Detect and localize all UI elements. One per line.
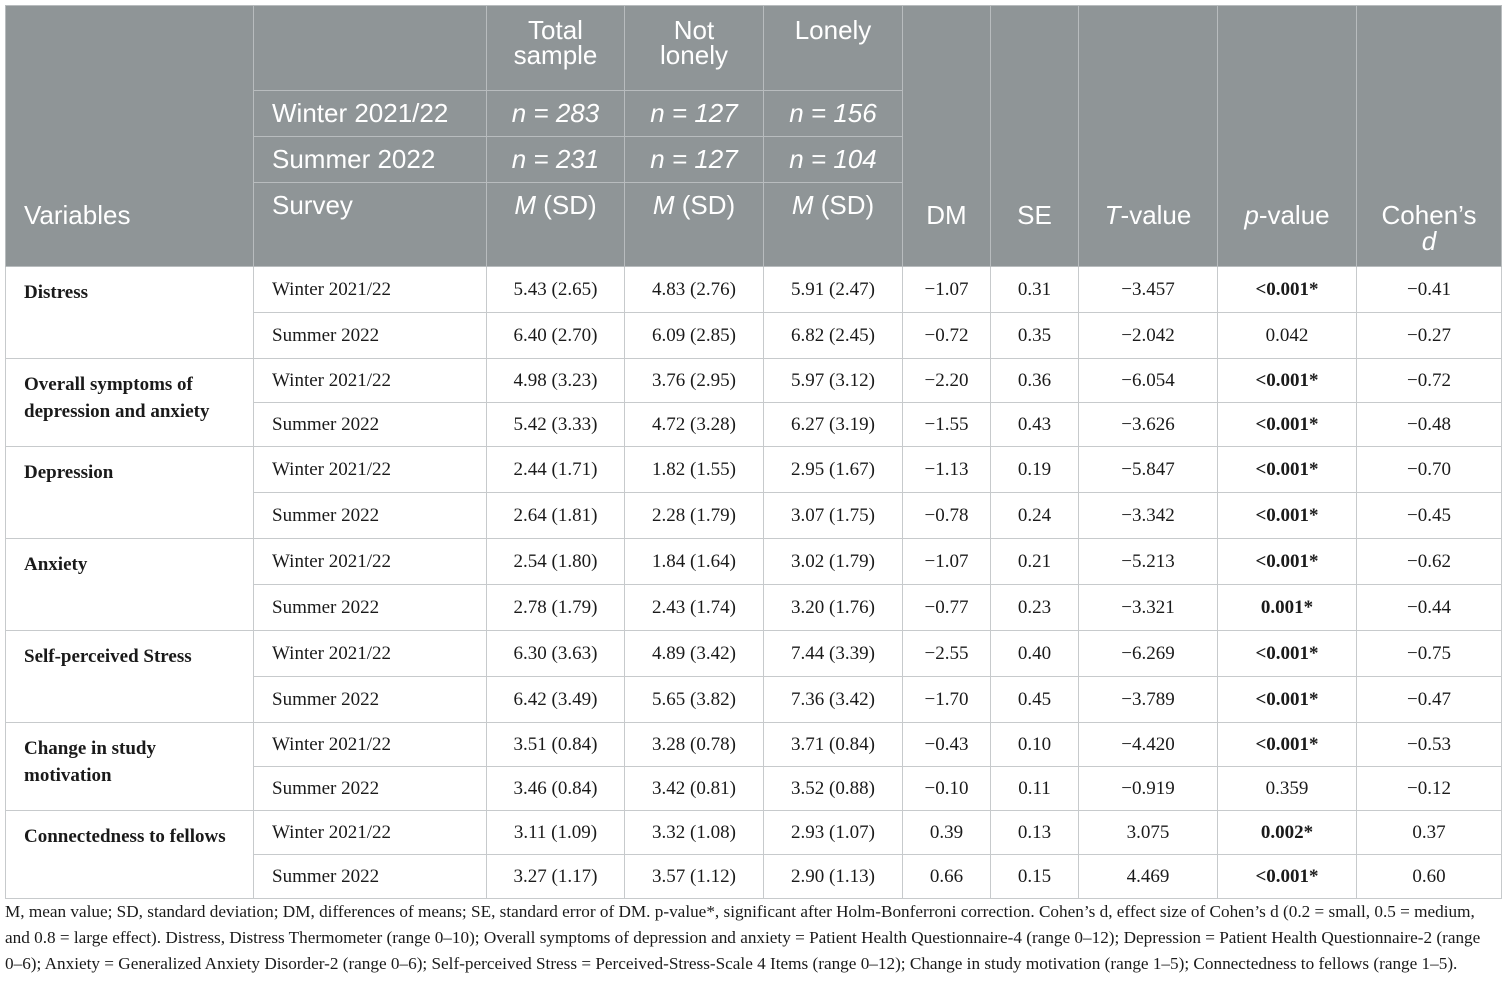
variable-name: Connectedness to fellows <box>6 811 254 899</box>
table-row <box>6 723 1502 767</box>
not-lonely-cell: 3.42 (0.81) <box>625 767 764 811</box>
lonely-cell: 2.93 (1.07) <box>764 811 903 855</box>
variable-name: Change in study motivation <box>6 723 254 811</box>
p-value-cell: <0.001* <box>1218 493 1357 539</box>
survey-cell: Summer 2022 <box>254 677 487 723</box>
header-cohens-d: Cohen’s d <box>1357 6 1502 267</box>
dm-cell: −1.55 <box>903 403 991 447</box>
not-lonely-cell: 1.82 (1.55) <box>625 447 764 493</box>
dm-cell: −0.78 <box>903 493 991 539</box>
t-value-cell: −0.919 <box>1079 767 1218 811</box>
t-value-cell: −3.789 <box>1079 677 1218 723</box>
total-cell: 6.40 (2.70) <box>487 313 625 359</box>
header-p-value: p-value <box>1218 6 1357 267</box>
cohens-d-cell: −0.62 <box>1357 539 1502 585</box>
survey-cell: Winter 2021/22 <box>254 267 487 313</box>
t-value-cell: −5.213 <box>1079 539 1218 585</box>
not-lonely-cell: 4.72 (3.28) <box>625 403 764 447</box>
total-cell: 5.43 (2.65) <box>487 267 625 313</box>
variable-name: Anxiety <box>6 539 254 631</box>
dm-cell: −0.43 <box>903 723 991 767</box>
total-cell: 5.42 (3.33) <box>487 403 625 447</box>
cohens-d-cell: −0.27 <box>1357 313 1502 359</box>
survey-cell: Summer 2022 <box>254 493 487 539</box>
t-value-cell: 3.075 <box>1079 811 1218 855</box>
dm-cell: −0.72 <box>903 313 991 359</box>
total-cell: 2.64 (1.81) <box>487 493 625 539</box>
not-lonely-cell: 3.76 (2.95) <box>625 359 764 403</box>
se-cell: 0.36 <box>991 359 1079 403</box>
lonely-cell: 3.52 (0.88) <box>764 767 903 811</box>
t-value-cell: −3.342 <box>1079 493 1218 539</box>
header-summer-label: Summer 2022 <box>254 137 487 183</box>
lonely-cell: 2.90 (1.13) <box>764 855 903 899</box>
t-value-cell: −3.457 <box>1079 267 1218 313</box>
lonely-cell: 2.95 (1.67) <box>764 447 903 493</box>
not-lonely-cell: 2.28 (1.79) <box>625 493 764 539</box>
se-cell: 0.15 <box>991 855 1079 899</box>
cohens-d-cell: −0.53 <box>1357 723 1502 767</box>
header-msd-lonely: M (SD) <box>764 183 903 267</box>
survey-cell: Summer 2022 <box>254 767 487 811</box>
total-cell: 2.54 (1.80) <box>487 539 625 585</box>
dm-cell: −2.20 <box>903 359 991 403</box>
header-dm: DM <box>903 6 991 267</box>
header-survey: Survey <box>254 183 487 267</box>
se-cell: 0.19 <box>991 447 1079 493</box>
se-cell: 0.10 <box>991 723 1079 767</box>
survey-cell: Summer 2022 <box>254 313 487 359</box>
header-winter-n-lonely: n = 156 <box>764 91 903 137</box>
not-lonely-cell: 4.83 (2.76) <box>625 267 764 313</box>
t-value-cell: −3.321 <box>1079 585 1218 631</box>
lonely-cell: 5.91 (2.47) <box>764 267 903 313</box>
t-value-cell: −4.420 <box>1079 723 1218 767</box>
header-blank <box>254 6 487 91</box>
not-lonely-cell: 5.65 (3.82) <box>625 677 764 723</box>
total-cell: 3.11 (1.09) <box>487 811 625 855</box>
table-footnote: M, mean value; SD, standard deviation; DM, differences of means; SE, standard error of DM. p-value*, significant after Holm-Bonferroni correction. Cohen’s d, effect size of Cohen’s d (0.2 = small, 0.5 = medium, and 0.8 = large effect). Distress, Distress Thermometer (range 0–10); Overall symptoms of depression and anxiety = Patient Health Questionnaire-4 (range 0–12); Depression = Patient Health Questionnaire-2 (range 0–6); Anxiety = Generalized Anxiety Disorder-2 (range 0–6); Self-perceived Stress = Perceived-Stress-Scale 4 Items (range 0–12); Change in study motivation (range 1–5); Connectedness to fellows (range 1–5). <box>5 902 1481 973</box>
cohens-d-cell: −0.75 <box>1357 631 1502 677</box>
total-cell: 3.27 (1.17) <box>487 855 625 899</box>
not-lonely-cell: 2.43 (1.74) <box>625 585 764 631</box>
dm-cell: −2.55 <box>903 631 991 677</box>
lonely-cell: 5.97 (3.12) <box>764 359 903 403</box>
se-cell: 0.43 <box>991 403 1079 447</box>
not-lonely-cell: 6.09 (2.85) <box>625 313 764 359</box>
header-summer-n-not-lonely: n = 127 <box>625 137 764 183</box>
cohens-d-cell: −0.41 <box>1357 267 1502 313</box>
lonely-cell: 3.02 (1.79) <box>764 539 903 585</box>
se-cell: 0.45 <box>991 677 1079 723</box>
se-cell: 0.13 <box>991 811 1079 855</box>
p-value-cell: <0.001* <box>1218 447 1357 493</box>
dm-cell: 0.66 <box>903 855 991 899</box>
p-value-cell: <0.001* <box>1218 267 1357 313</box>
p-value-cell: <0.001* <box>1218 539 1357 585</box>
header-summer-n-total: n = 231 <box>487 137 625 183</box>
total-cell: 4.98 (3.23) <box>487 359 625 403</box>
cohens-d-cell: −0.70 <box>1357 447 1502 493</box>
p-value-cell: <0.001* <box>1218 855 1357 899</box>
lonely-cell: 3.71 (0.84) <box>764 723 903 767</box>
t-value-cell: −2.042 <box>1079 313 1218 359</box>
header-msd-not-lonely: M (SD) <box>625 183 764 267</box>
t-value-cell: 4.469 <box>1079 855 1218 899</box>
lonely-cell: 6.27 (3.19) <box>764 403 903 447</box>
header-winter-n-not-lonely: n = 127 <box>625 91 764 137</box>
lonely-cell: 6.82 (2.45) <box>764 313 903 359</box>
table-row <box>6 267 1502 313</box>
total-cell: 6.42 (3.49) <box>487 677 625 723</box>
survey-cell: Winter 2021/22 <box>254 631 487 677</box>
variable-name: Depression <box>6 447 254 539</box>
dm-cell: −1.07 <box>903 267 991 313</box>
header-se: SE <box>991 6 1079 267</box>
cohens-d-cell: 0.37 <box>1357 811 1502 855</box>
se-cell: 0.35 <box>991 313 1079 359</box>
header-winter-label: Winter 2021/22 <box>254 91 487 137</box>
lonely-cell: 3.20 (1.76) <box>764 585 903 631</box>
dm-cell: −0.77 <box>903 585 991 631</box>
dm-cell: −1.13 <box>903 447 991 493</box>
dm-cell: −1.07 <box>903 539 991 585</box>
survey-cell: Winter 2021/22 <box>254 447 487 493</box>
t-value-cell: −3.626 <box>1079 403 1218 447</box>
table-row <box>6 811 1502 855</box>
total-cell: 6.30 (3.63) <box>487 631 625 677</box>
cohens-d-cell: −0.72 <box>1357 359 1502 403</box>
total-cell: 3.46 (0.84) <box>487 767 625 811</box>
table-row <box>6 539 1502 585</box>
table-header <box>6 6 1502 267</box>
header-not-lonely: Not lonely <box>625 6 764 91</box>
se-cell: 0.21 <box>991 539 1079 585</box>
cohens-d-cell: −0.45 <box>1357 493 1502 539</box>
total-cell: 2.44 (1.71) <box>487 447 625 493</box>
not-lonely-cell: 4.89 (3.42) <box>625 631 764 677</box>
p-value-cell: 0.001* <box>1218 585 1357 631</box>
p-value-cell: 0.359 <box>1218 767 1357 811</box>
header-lonely: Lonely <box>764 6 903 91</box>
header-variables: Variables <box>6 6 254 267</box>
total-cell: 2.78 (1.79) <box>487 585 625 631</box>
dm-cell: −0.10 <box>903 767 991 811</box>
lonely-cell: 7.44 (3.39) <box>764 631 903 677</box>
t-value-cell: −5.847 <box>1079 447 1218 493</box>
header-msd-total: M (SD) <box>487 183 625 267</box>
survey-cell: Winter 2021/22 <box>254 359 487 403</box>
table-row <box>6 447 1502 493</box>
lonely-cell: 7.36 (3.42) <box>764 677 903 723</box>
t-value-cell: −6.269 <box>1079 631 1218 677</box>
table-row <box>6 631 1502 677</box>
survey-cell: Winter 2021/22 <box>254 811 487 855</box>
se-cell: 0.40 <box>991 631 1079 677</box>
table-row <box>6 359 1502 403</box>
cohens-d-cell: −0.12 <box>1357 767 1502 811</box>
survey-cell: Winter 2021/22 <box>254 539 487 585</box>
not-lonely-cell: 3.57 (1.12) <box>625 855 764 899</box>
survey-cell: Winter 2021/22 <box>254 723 487 767</box>
header-summer-n-lonely: n = 104 <box>764 137 903 183</box>
not-lonely-cell: 3.28 (0.78) <box>625 723 764 767</box>
p-value-cell: <0.001* <box>1218 677 1357 723</box>
header-t-value: T-value <box>1079 6 1218 267</box>
variable-name: Overall symptoms of depression and anxiety <box>6 359 254 447</box>
cohens-d-cell: −0.44 <box>1357 585 1502 631</box>
survey-cell: Summer 2022 <box>254 403 487 447</box>
table-body <box>6 267 1502 899</box>
p-value-cell: 0.002* <box>1218 811 1357 855</box>
dm-cell: −1.70 <box>903 677 991 723</box>
not-lonely-cell: 3.32 (1.08) <box>625 811 764 855</box>
results-table <box>5 5 1502 899</box>
total-cell: 3.51 (0.84) <box>487 723 625 767</box>
p-value-cell: 0.042 <box>1218 313 1357 359</box>
dm-cell: 0.39 <box>903 811 991 855</box>
se-cell: 0.31 <box>991 267 1079 313</box>
se-cell: 0.11 <box>991 767 1079 811</box>
cohens-d-cell: −0.47 <box>1357 677 1502 723</box>
t-value-cell: −6.054 <box>1079 359 1218 403</box>
variable-name: Self-perceived Stress <box>6 631 254 723</box>
se-cell: 0.23 <box>991 585 1079 631</box>
se-cell: 0.24 <box>991 493 1079 539</box>
not-lonely-cell: 1.84 (1.64) <box>625 539 764 585</box>
p-value-cell: <0.001* <box>1218 631 1357 677</box>
header-winter-n-total: n = 283 <box>487 91 625 137</box>
survey-cell: Summer 2022 <box>254 585 487 631</box>
cohens-d-cell: −0.48 <box>1357 403 1502 447</box>
header-total-sample: Total sample <box>487 6 625 91</box>
survey-cell: Summer 2022 <box>254 855 487 899</box>
p-value-cell: <0.001* <box>1218 403 1357 447</box>
variable-name: Distress <box>6 267 254 359</box>
lonely-cell: 3.07 (1.75) <box>764 493 903 539</box>
p-value-cell: <0.001* <box>1218 359 1357 403</box>
p-value-cell: <0.001* <box>1218 723 1357 767</box>
cohens-d-cell: 0.60 <box>1357 855 1502 899</box>
